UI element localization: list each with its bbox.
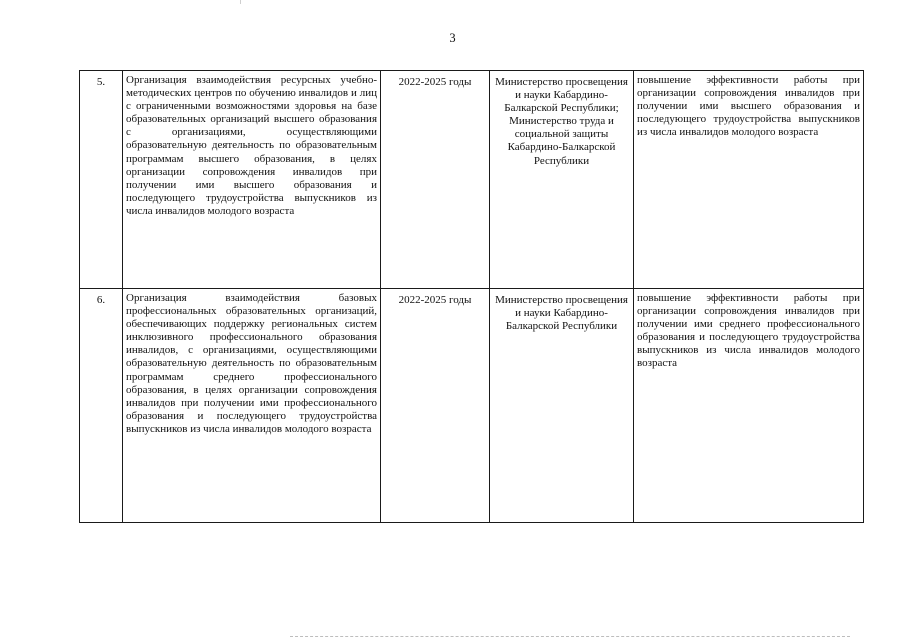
scan-artifact-line xyxy=(290,636,850,638)
activity-cell: Организация взаимодействия ресурсных учебно-методических центров по обучению инвалидов и лиц с ограниченными возможностями здоровья на базе образовательных организаций высшего образования с организациями, осуществляющими образовательную деятельность по образовательным программам высшего образования, в целях организации сопровождения инвалидов при получении ими высшего образования и последующего трудоустройства выпускников из числа инвалидов молодого возраста xyxy=(123,71,381,289)
activity-cell: Организация взаимодействия базовых профессиональных образовательных организаций, обеспечивающих поддержку региональных систем инклюзивного профессионального образования инвалидов, с организациями, осуществляющими образовательную деятельность по образовательным программам среднего профессионального образования, в целях организации сопровождения инвалидов при получении ими профессионального образования и последующего трудоустройства выпускников из числа инвалидов молодого возраста xyxy=(123,289,381,523)
page-number: 3 xyxy=(449,31,456,45)
row-number-cell: 5. xyxy=(80,71,123,289)
period-cell: 2022-2025 годы xyxy=(381,289,490,523)
result-cell: повышение эффективности работы при организации сопровождения инвалидов при получении ими среднего профессионального образования и последующего трудоустройства выпускников из числа инвалидов молодого возраста xyxy=(634,289,864,523)
executor-cell: Министерство просвещения и науки Кабардино-Балкарской Республики xyxy=(490,289,634,523)
period-cell: 2022-2025 годы xyxy=(381,71,490,289)
table-row xyxy=(80,289,864,523)
result-cell: повышение эффективности работы при организации сопровождения инвалидов при получении ими высшего образования и последующего трудоустройства выпускников из числа инвалидов молодого возраста xyxy=(634,71,864,289)
executor-cell: Министерство просвещения и науки Кабардино-Балкарской Республики; Министерство труда и социальной защиты Кабардино-Балкарской Республики xyxy=(490,71,634,289)
measures-table xyxy=(79,70,864,523)
scan-artifact xyxy=(240,0,241,4)
table-row xyxy=(80,71,864,289)
row-number-cell: 6. xyxy=(80,289,123,523)
